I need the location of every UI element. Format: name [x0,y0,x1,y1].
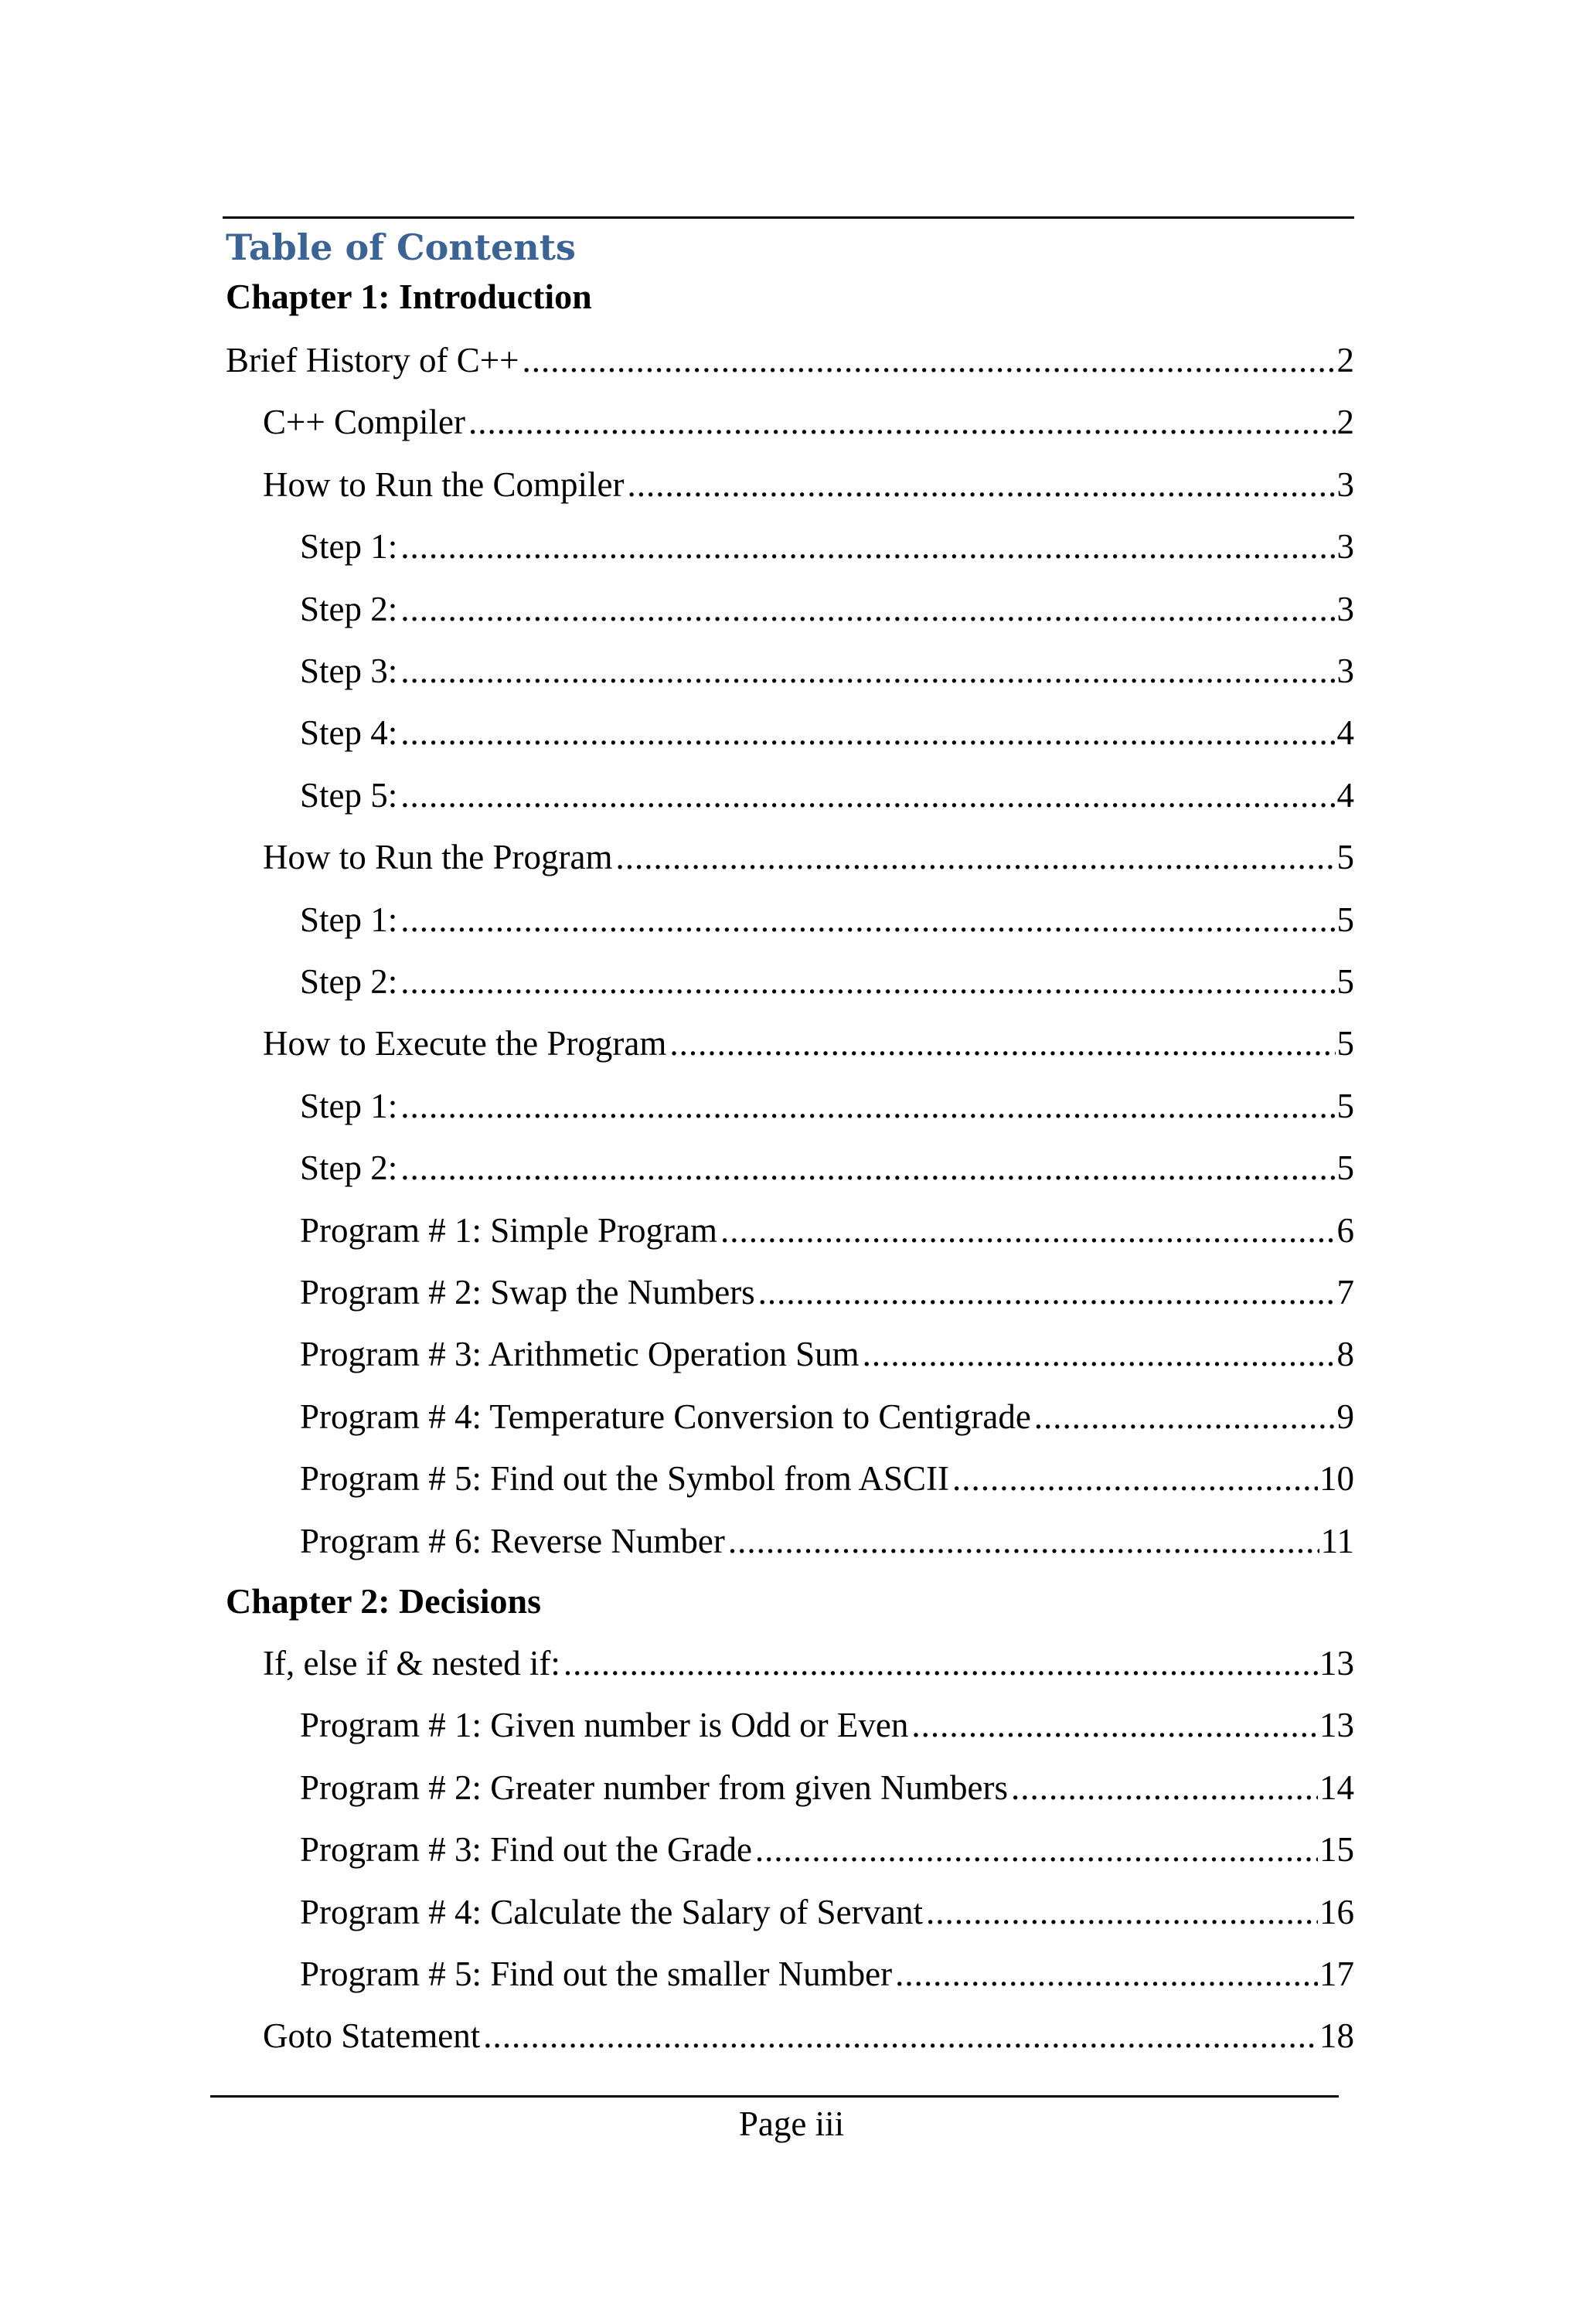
toc-entry[interactable] [300,708,1354,757]
toc-entry[interactable] [300,1700,1354,1750]
toc-entry-page-number: 4 [1336,775,1354,815]
toc-entry-label: Program # 5: Find out the Symbol from ASCII [300,1459,950,1499]
dot-leader [1011,1763,1318,1812]
toc-entry[interactable] [263,832,1354,882]
toc-entry[interactable] [300,1949,1354,1999]
toc-entry-label: Step 5: [300,775,398,815]
toc-entry-label: C++ Compiler [263,403,466,442]
toc-entry-page-number: 5 [1336,1024,1354,1063]
dot-leader [758,1267,1336,1317]
toc-entry[interactable] [300,1763,1354,1812]
toc-title: Table of Contents [226,226,576,268]
toc-entry-page-number: 3 [1336,464,1354,504]
page-number-footer: Page iii [738,2105,845,2143]
dot-leader [669,1019,1335,1068]
toc-entry[interactable] [300,895,1354,944]
toc-entry[interactable] [300,646,1354,696]
toc-entry-label: Step 1: [300,900,398,939]
dot-leader [400,895,1335,944]
toc-entry-page-number: 13 [1319,1706,1354,1745]
dot-leader [895,1949,1318,1999]
toc-entry-page-number: 2 [1336,341,1354,379]
toc-entry[interactable] [300,1206,1354,1255]
toc-entry-page-number: 4 [1336,713,1354,753]
chapter-heading[interactable]: Chapter 2: Decisions [226,1581,542,1621]
toc-entry[interactable] [300,771,1354,820]
toc-entry-page-number: 3 [1336,589,1354,628]
toc-entry-label: Step 3: [300,652,398,690]
toc-entry[interactable] [300,957,1354,1006]
dot-leader [720,1206,1336,1255]
toc-entry-label: Step 1: [300,1086,398,1125]
toc-entry-label: Program # 4: Calculate the Salary of Servant [300,1892,924,1931]
dot-leader [627,460,1335,509]
toc-entry[interactable] [300,1825,1354,1874]
toc-entry-label: Step 1: [300,527,398,567]
toc-entry[interactable] [300,522,1354,571]
toc-entry-label: How to Run the Compiler [263,464,625,504]
toc-entry-label: Brief History of C++ [226,341,519,379]
chapter-heading[interactable]: Chapter 1: Introduction [226,277,592,316]
toc-entry-label: Program # 2: Greater number from given Numbers [300,1768,1008,1807]
footer-rule [210,2095,1339,2098]
toc-entry-page-number: 17 [1319,1955,1354,1993]
toc-entry-label: Goto Statement [263,2016,481,2056]
toc-entry-label: Step 2: [300,962,398,1001]
toc-entry-page-number: 9 [1336,1397,1354,1436]
dot-leader [400,957,1335,1006]
toc-entry[interactable] [300,1329,1354,1379]
toc-entry[interactable] [263,2011,1354,2060]
dot-leader [400,1081,1335,1131]
toc-entry-label: Program # 5: Find out the smaller Number [300,1955,893,1993]
toc-entry-page-number: 6 [1336,1210,1354,1250]
dot-leader [911,1700,1318,1750]
dot-leader [952,1454,1318,1503]
toc-entry-page-number: 5 [1336,838,1354,877]
toc-entry-label: Program # 3: Arithmetic Operation Sum [300,1335,860,1374]
toc-entry[interactable] [263,460,1354,509]
toc-entry-page-number: 18 [1319,2016,1354,2056]
dot-leader [926,1887,1318,1937]
toc-entry-page-number: 11 [1320,1521,1354,1560]
toc-entry-label: Program # 1: Simple Program [300,1210,717,1250]
dot-leader [522,335,1335,385]
toc-entry-page-number: 10 [1319,1459,1354,1499]
toc-entry-page-number: 8 [1336,1335,1354,1374]
toc-entry[interactable] [263,1019,1354,1068]
toc-entry-label: How to Run the Program [263,838,613,877]
dot-leader [483,2011,1318,2060]
toc-entry[interactable] [300,1887,1354,1937]
toc-entry-label: Step 2: [300,1148,398,1188]
dot-leader [615,832,1335,882]
toc-entry[interactable] [300,1267,1354,1317]
dot-leader [563,1638,1318,1688]
toc-entry[interactable] [300,1454,1354,1503]
dot-leader [400,584,1335,634]
header-rule [223,216,1354,219]
toc-entry-page-number: 14 [1319,1768,1354,1807]
toc-entry[interactable] [300,1392,1354,1441]
toc-entry-label: If, else if & nested if: [263,1644,560,1683]
dot-leader [863,1329,1336,1379]
toc-entry-label: Program # 1: Given number is Odd or Even [300,1706,909,1745]
toc-entry-page-number: 3 [1336,652,1354,690]
toc-entry-page-number: 15 [1319,1830,1354,1870]
toc-entry-page-number: 5 [1336,900,1354,939]
dot-leader [728,1516,1319,1566]
toc-entry[interactable] [263,397,1354,447]
toc-entry-label: Program # 3: Find out the Grade [300,1830,752,1870]
toc-entry-label: Program # 2: Swap the Numbers [300,1273,755,1312]
toc-entry-page-number: 5 [1336,962,1354,1001]
dot-leader [400,771,1335,820]
toc-entry-label: Step 4: [300,713,398,753]
toc-entry-page-number: 16 [1319,1892,1354,1931]
toc-entry-page-number: 5 [1336,1148,1354,1188]
toc-entry[interactable] [226,335,1354,385]
toc-entry-page-number: 7 [1336,1273,1354,1312]
toc-entry-label: Program # 6: Reverse Number [300,1521,725,1560]
dot-leader [400,646,1335,696]
dot-leader [1034,1392,1336,1441]
dot-leader [400,522,1335,571]
dot-leader [400,1143,1335,1193]
toc-entry[interactable] [300,1516,1354,1566]
toc-entry-label: Program # 4: Temperature Conversion to Centigrade [300,1397,1031,1436]
toc-entry-page-number: 13 [1319,1644,1354,1683]
toc-entry[interactable] [300,1081,1354,1131]
toc-entry-page-number: 3 [1336,527,1354,567]
toc-entry[interactable] [263,1638,1354,1688]
toc-entry-page-number: 5 [1336,1086,1354,1125]
toc-entry-label: How to Execute the Program [263,1024,667,1063]
dot-leader [468,397,1335,447]
toc-entry-label: Step 2: [300,589,398,628]
dot-leader [400,708,1335,757]
dot-leader [755,1825,1318,1874]
toc-entry-page-number: 2 [1336,403,1354,442]
toc-entry[interactable] [300,584,1354,634]
toc-entry[interactable] [300,1143,1354,1193]
